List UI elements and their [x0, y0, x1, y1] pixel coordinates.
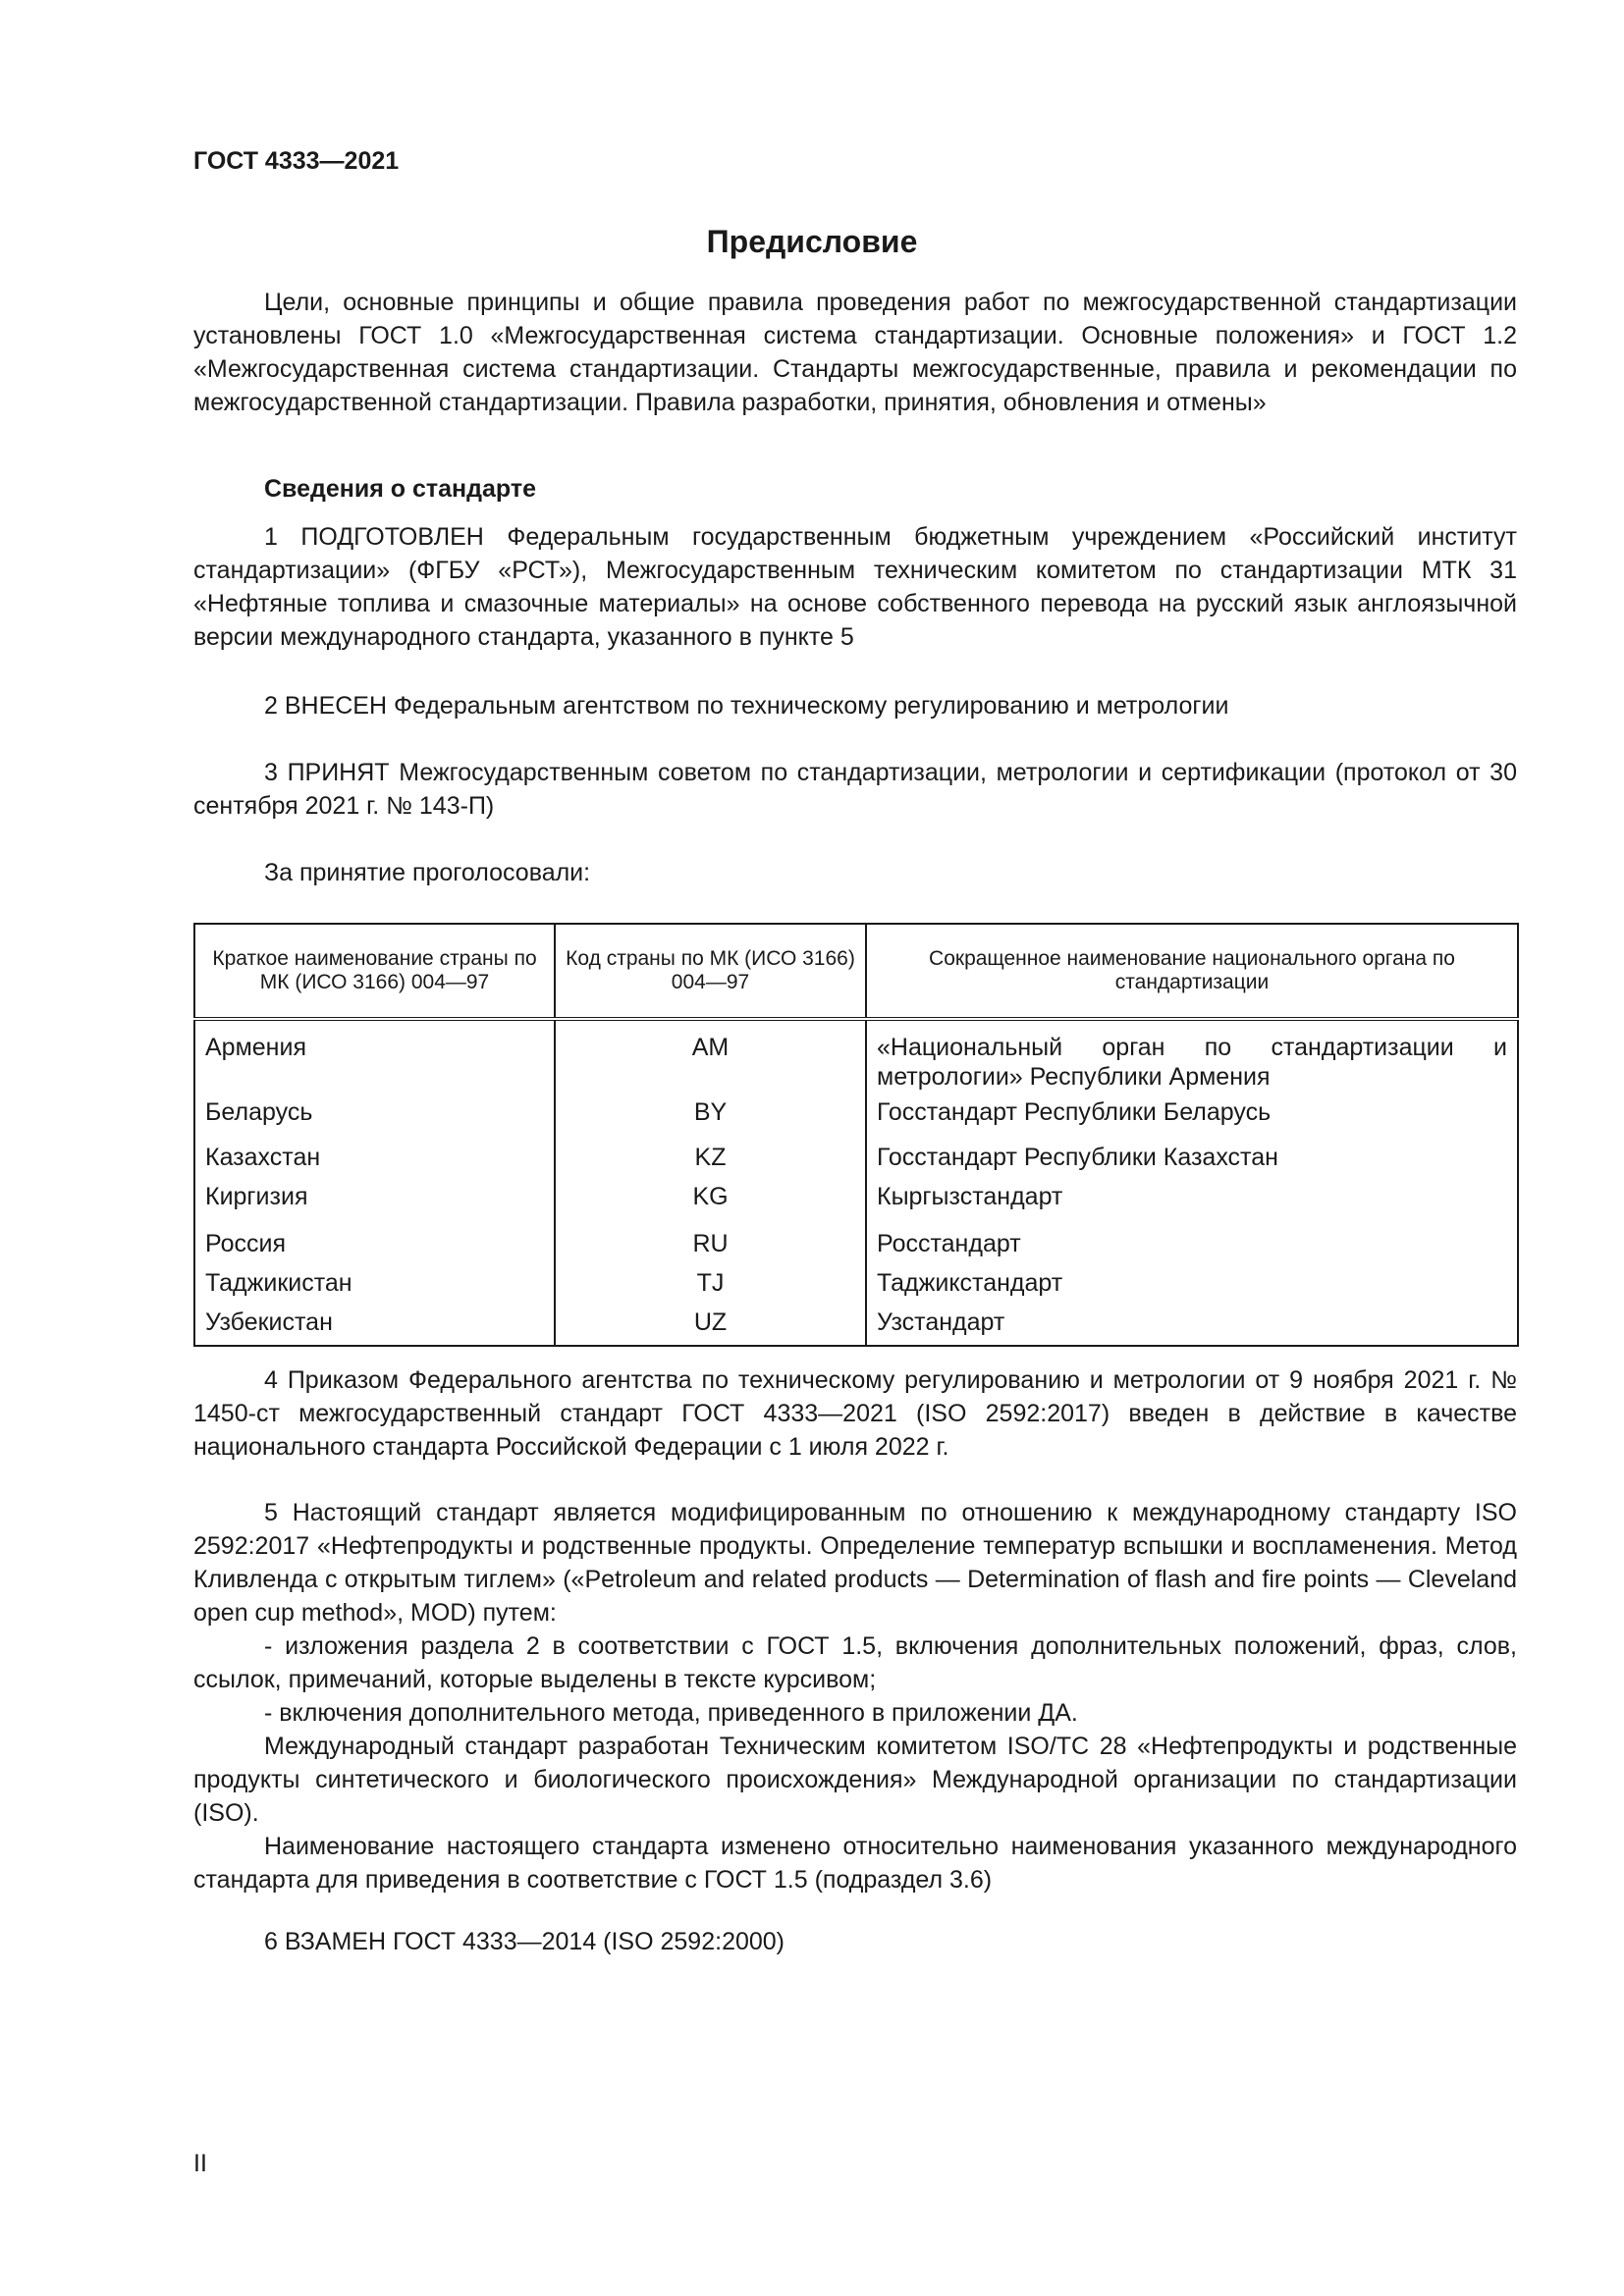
item-5-name-note: Наименование настоящего стандарта изменено относительно наименования указанного международного стандарта для приведения в соответствие с ГОСТ 1.5 (подраздел 3.6) [193, 1833, 1517, 1894]
code-cell: AM [555, 1019, 866, 1092]
body-cell: Кыргызстандарт [866, 1178, 1518, 1223]
column-header-country: Краткое наименование страны по МК (ИСО 3166) 004—97 [194, 924, 555, 1019]
item-5-modification: 5 Настоящий стандарт является модифицированным по отношению к международному стандарту ISO 2592:2017 «Нефтепродукты и родственные продукты. Определение температур вспышки и воспламенения. Метод Кливленда с открытым тиглем» («Petroleum and related products — Determination of flash and fire points — Cleveland open cup method», MOD) путем: [193, 1499, 1517, 1627]
code-cell: TJ [555, 1264, 866, 1304]
page-number: II [193, 2150, 207, 2177]
table-row [194, 1092, 1518, 1139]
item-1-prepared: 1 ПОДГОТОВЛЕН Федеральным государственным бюджетным учреждением «Российский институт стандартизации» (ФГБУ «РСТ»), Межгосударственным техническим комитетом по стандартизации МТК 31 «Нефтяные топлива и смазочные материалы» на основе собственного перевода на русский язык англоязычной версии международного стандарта, указанного в пункте 5 [193, 523, 1517, 651]
body-cell: «Национальный орган по стандартизации и метрологии» Республики Армения [866, 1019, 1518, 1092]
country-cell: Таджикистан [194, 1264, 555, 1304]
country-cell: Узбекистан [194, 1304, 555, 1346]
document-header: ГОСТ 4333—2021 [193, 147, 400, 175]
code-cell: KZ [555, 1139, 866, 1178]
intro-paragraph: Цели, основные принципы и общие правила проведения работ по межгосударственной стандартизации установлены ГОСТ 1.0 «Межгосударственная система стандартизации. Основные положения» и ГОСТ 1.2 «Межгосударственная система стандартизации. Стандарты межгосударственные, правила и рекомендации по межгосударственной стандартизации. Правила разработки, принятия, обновления и отмены» [193, 289, 1517, 416]
item-5-committee: Международный стандарт разработан Техническим комитетом ISO/TC 28 «Нефтепродукты и родственные продукты синтетического и биологического происхождения» Международной организации по стандартизации (ISO). [193, 1733, 1517, 1827]
section-heading: Сведения о стандарте [264, 475, 537, 503]
table-header-row [194, 924, 1518, 1019]
table-row [194, 1223, 1518, 1264]
code-cell: BY [555, 1092, 866, 1139]
table-row [194, 1019, 1518, 1092]
item-2-submitted: 2 ВНЕСЕН Федеральным агентством по техническому регулированию и метрологии [264, 692, 1229, 720]
country-cell: Россия [194, 1223, 555, 1264]
table-row [194, 1264, 1518, 1304]
item-5-bullet-2: - включения дополнительного метода, приведенного в приложении ДА. [264, 1699, 1078, 1727]
item-6-replaces: 6 ВЗАМЕН ГОСТ 4333—2014 (ISO 2592:2000) [264, 1928, 785, 1955]
item-4-order: 4 Приказом Федерального агентства по техническому регулированию и метрологии от 9 ноября 2021 г. № 1450-ст межгосударственный стандарт ГОСТ 4333—2021 (ISO 2592:2017) введен в действие в качестве национального стандарта Российской Федерации с 1 июля 2022 г. [193, 1366, 1517, 1461]
body-cell: Госстандарт Республики Казахстан [866, 1139, 1518, 1178]
country-cell: Армения [194, 1019, 555, 1092]
code-cell: KG [555, 1178, 866, 1223]
item-5-bullet-1: - изложения раздела 2 в соответствии с ГОСТ 1.5, включения дополнительных положений, фраз, слов, ссылок, примечаний, которые выделены в тексте курсивом; [193, 1632, 1517, 1693]
voting-table [193, 923, 1519, 1347]
table-row [194, 1178, 1518, 1223]
voted-label: За принятие проголосовали: [264, 859, 591, 886]
country-cell: Беларусь [194, 1092, 555, 1139]
body-cell: Росстандарт [866, 1223, 1518, 1264]
code-cell: RU [555, 1223, 866, 1264]
column-header-body: Сокращенное наименование национального органа по стандартизации [866, 924, 1518, 1019]
body-cell: Таджикстандарт [866, 1264, 1518, 1304]
column-header-code: Код страны по МК (ИСО 3166) 004—97 [555, 924, 866, 1019]
country-cell: Казахстан [194, 1139, 555, 1178]
page-title: Предисловие [706, 224, 918, 259]
item-3-adopted: 3 ПРИНЯТ Межгосударственным советом по стандартизации, метрологии и сертификации (протокол от 30 сентября 2021 г. № 143-П) [193, 759, 1517, 820]
code-cell: UZ [555, 1304, 866, 1346]
table-row [194, 1139, 1518, 1178]
body-cell: Госстандарт Республики Беларусь [866, 1092, 1518, 1139]
table-row [194, 1304, 1518, 1346]
country-cell: Киргизия [194, 1178, 555, 1223]
body-cell: Узстандарт [866, 1304, 1518, 1346]
